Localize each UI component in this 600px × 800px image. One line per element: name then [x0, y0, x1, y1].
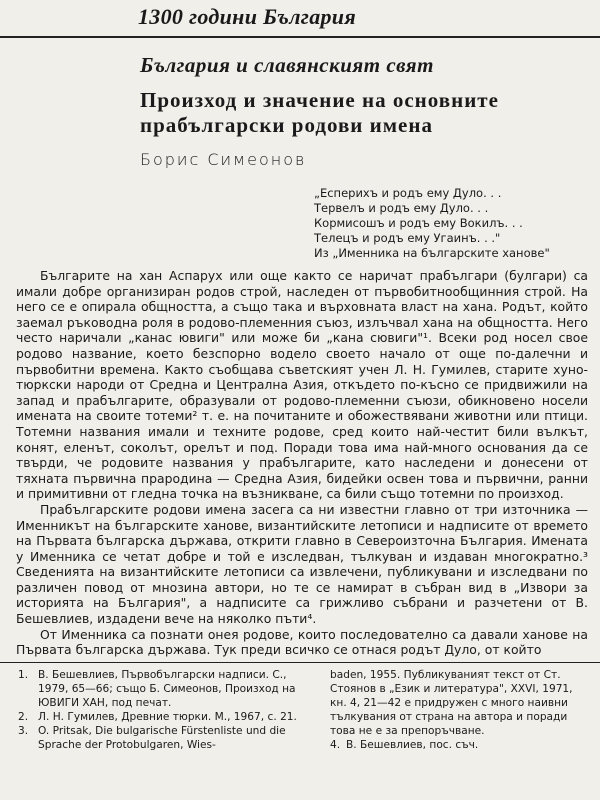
footnote-text: В. Бешевлиев, Първобългарски надписи. С., 1979, 65—66; също Б. Симеонов, Произход на ЮВИГИ ХАН, под печат. [38, 669, 296, 709]
epigraph-line: „Есперихъ и родъ ему Дуло. . . [314, 186, 502, 200]
footnotes-right-column [330, 668, 592, 752]
footnote-continuation: baden, 1955. Публикуваният текст от Ст. Стоянов в „Език и литература", XXVI, 1971, кн. 4, 21—42 е придружен с много наивни тълкувания от страна на автора и поради това не е за препоръчване. [330, 669, 573, 737]
footnotes-left-column [18, 668, 308, 752]
epigraph-line: Кормисошъ и родъ ему Вокилъ. . . [314, 216, 523, 230]
footnote-text: В. Бешевлиев, пос. съч. [346, 739, 479, 751]
article-title-line: прабългарски родови имена [140, 113, 433, 137]
article-body [16, 268, 588, 658]
running-head: 1300 години България [138, 4, 356, 29]
footnote-number: 1. [18, 669, 29, 681]
footnote [330, 738, 592, 752]
article-title-line: Произход и значение на основните [140, 88, 499, 112]
footnote-text: O. Pritsak, Die bulgarische Fürstenliste und die Sprache der Protobulgaren, Wies- [38, 725, 286, 751]
footnote [18, 710, 308, 724]
footnote-text: Л. Н. Гумилев, Древние тюрки. М., 1967, с. 21. [38, 711, 297, 723]
epigraph [314, 186, 550, 261]
author-name: Борис Симеонов [140, 150, 307, 169]
header-rule [0, 36, 600, 38]
section-title: България и славянският свят [140, 53, 434, 77]
footnote-rule [0, 662, 600, 663]
footnote [18, 668, 308, 710]
paragraph: Българите на хан Аспарух или още както се наричат прабългари (булгари) са имали добре организиран родов строй, наследен от първобитнообщинния строй. На него се е опирала общността, а също така и върховната власт на хана. Родът, който заемал ръководна роля в родово-племенния съюз, излъчвал хана на общността. Него често наричали „канас ювиги" или може би „кана сювиги"¹. Всеки род носел свое родово название, което безспорно водело своето начало от още по-далечни и първобитни времена. Както съобщава съветският учен Л. Н. Гумилев, старите хуно-тюркски народи от Средна и Централна Азия, откъдето по-късно се придвижили на запад и прабългарите, образували от родово-племенни съюзи, обикновено носели имената на своите тотеми² т. е. на почитаните и обожествявани животни или птици. Тотемни названия имали и техните родове, сред които най-честит били вълкът, конят, еленът, соколът, орелът и под. Поради това има най-много основания да се твърди, че родовите названия у прабългарите, като наследени и донесени от тяхната първична прародина — Средна Азия, бидейки освен това и първични, ранни и примитивни от гледна точка на възникване, са били също тотемни по произход. [16, 268, 588, 502]
article-title [140, 88, 590, 138]
epigraph-source: Из „Именника на българските ханове" [314, 246, 550, 260]
paragraph: От Именника са познати онея родове, които последователно са давали ханове на Първата българска държава. Тук преди всичко се отнася родът Дуло, от който [16, 626, 588, 658]
footnote-number: 3. [18, 725, 29, 737]
footnote-number: 4. [330, 739, 341, 751]
footnote [18, 724, 308, 752]
epigraph-line: Телецъ и родъ ему Угаинъ. . ." [314, 231, 501, 245]
footnote-number: 2. [18, 711, 29, 723]
epigraph-line: Тервелъ и родъ ему Дуло. . . [314, 201, 489, 215]
paragraph: Прабългарските родови имена засега са ни известни главно от три източника — Именникът на българските ханове, византийските летописи и надписите от времето на Първата българска държава, открити главно в Североизточна България. Имената у Именника се четат добре и той е изследван, тълкуван и издаван многократно.³ Сведенията на византийските летописи са извлечени, публикувани и изследвани по различен повод от мнозина автори, но те се намират в събран вид в „Извори за историята на България", а надписите са грижливо събрани и разчетени от В. Бешевлиев, издадени вече на няколко пъти⁴. [16, 501, 588, 627]
